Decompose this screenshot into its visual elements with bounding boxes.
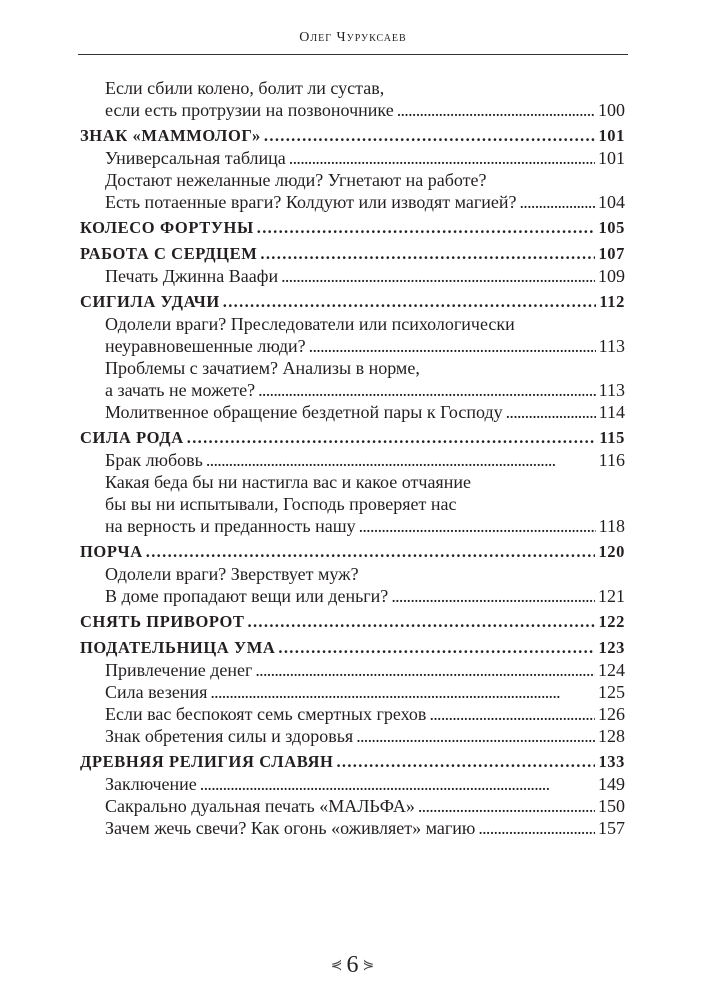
toc-line (80, 703, 625, 725)
toc-subentry (80, 725, 625, 747)
toc-line (80, 77, 625, 99)
toc-page-number: 101 (598, 148, 625, 168)
toc-entry-title: Одолели враги? Преследователи или психологически (105, 314, 515, 334)
toc-page-number: 114 (598, 402, 625, 422)
toc-entry-title: Молитвенное обращение бездетной пары к Господу (105, 402, 503, 422)
toc-section-entry (80, 611, 625, 633)
toc-line (80, 585, 625, 607)
toc-subentry (80, 449, 625, 471)
toc-line (80, 99, 625, 121)
toc-subentry (80, 659, 625, 681)
toc-entry-title: Если сбили колено, болит ли сустав, (105, 78, 385, 98)
toc-line (80, 611, 625, 633)
toc-subentry (80, 169, 625, 213)
toc-line (80, 751, 625, 773)
toc-entry-title: ДРЕВНЯЯ РЕЛИГИЯ СЛАВЯН (80, 752, 334, 771)
toc-entry-title: СИЛА РОДА (80, 428, 184, 447)
toc-page-number: 120 (598, 542, 625, 561)
toc-page-number: 107 (598, 244, 625, 263)
toc-page-number: 126 (598, 704, 625, 724)
dot-leader (397, 99, 595, 121)
dot-leader (336, 751, 595, 773)
dot-leader (257, 217, 596, 239)
dot-leader (200, 773, 595, 795)
toc-page-number: 122 (598, 612, 625, 631)
dot-leader (356, 725, 595, 747)
ornament-right-icon: ⋟ (362, 958, 375, 973)
toc-entry-title: ЗНАК «МАММОЛОГ» (80, 126, 261, 145)
dot-leader (260, 243, 595, 265)
running-header: Олег Чуруксаев (299, 30, 407, 45)
toc-line (80, 817, 625, 839)
toc-page-number: 116 (598, 450, 625, 470)
toc-page-number: 112 (599, 292, 625, 311)
toc-line (80, 169, 625, 191)
toc-entry-title: СНЯТЬ ПРИВОРОТ (80, 612, 245, 631)
dot-leader (210, 681, 595, 703)
toc-section-entry (80, 243, 625, 265)
toc-page-number: 118 (598, 516, 625, 536)
dot-leader (289, 147, 595, 169)
toc-subentry (80, 703, 625, 725)
toc-line (80, 291, 625, 313)
dot-leader (278, 637, 595, 659)
dot-leader (223, 291, 597, 313)
toc-line (80, 493, 625, 515)
page-number: 6 (346, 952, 359, 978)
toc-line (80, 335, 625, 357)
dot-leader (264, 125, 596, 147)
toc-entry-title: Есть потаенные враги? Колдуют или изводят магией? (105, 192, 517, 212)
dot-leader (255, 659, 595, 681)
toc-entry-title: Зачем жечь свечи? Как огонь «оживляет» магию (105, 818, 476, 838)
toc-line (80, 515, 625, 537)
toc-line (80, 773, 625, 795)
toc-section-entry (80, 541, 625, 563)
toc-entry-title: В доме пропадают вещи или деньги? (105, 586, 389, 606)
toc-line (80, 147, 625, 169)
toc-subentry (80, 313, 625, 357)
header-rule (78, 54, 628, 55)
toc-page-number: 113 (598, 380, 625, 400)
toc-page-number: 157 (598, 818, 625, 838)
toc-entry-title: Какая беда бы ни настигла вас и какое отчаяние (105, 472, 471, 492)
toc-page-number: 150 (598, 796, 625, 816)
toc-subentry (80, 357, 625, 401)
toc-line (80, 379, 625, 401)
toc-entry-title: Печать Джинна Ваафи (105, 266, 279, 286)
toc-entry-title: Сила везения (105, 682, 208, 702)
toc-entry-title: Брак любовь (105, 450, 203, 470)
dot-leader (146, 541, 596, 563)
toc-section-entry (80, 751, 625, 773)
dot-leader (359, 515, 596, 537)
toc-entry-title: на верность и преданность нашу (105, 516, 356, 536)
toc-line (80, 191, 625, 213)
toc-subentry (80, 77, 625, 121)
toc-entry-title: Проблемы с зачатием? Анализы в норме, (105, 358, 420, 378)
toc-line (80, 681, 625, 703)
toc-entry-title: если есть протрузии на позвоночнике (105, 100, 394, 120)
toc-page-number: 115 (599, 428, 625, 447)
toc-line (80, 471, 625, 493)
toc-line (80, 541, 625, 563)
toc-section-entry (80, 427, 625, 449)
toc-line (80, 637, 625, 659)
dot-leader (187, 427, 597, 449)
toc-entry-title: РАБОТА С СЕРДЦЕМ (80, 244, 258, 263)
toc-page-number: 121 (598, 586, 625, 606)
toc-page-number: 149 (598, 774, 625, 794)
toc-line (80, 217, 625, 239)
toc-page-number: 125 (598, 682, 625, 702)
toc-entry-title: Универсальная таблица (105, 148, 286, 168)
dot-leader (520, 191, 596, 213)
toc-page-number: 128 (598, 726, 625, 746)
toc-entry-title: СИГИЛА УДАЧИ (80, 292, 220, 311)
toc-section-entry (80, 291, 625, 313)
toc-page-number: 104 (598, 192, 625, 212)
toc-line (80, 401, 625, 423)
dot-leader (248, 611, 596, 633)
toc-page-number: 109 (598, 266, 625, 286)
toc-subentry (80, 265, 625, 287)
dot-leader (478, 817, 595, 839)
toc-section-entry (80, 125, 625, 147)
toc-entry-title: а зачать не можете? (105, 380, 256, 400)
toc-subentry (80, 563, 625, 607)
toc-entry-title: ПОДАТЕЛЬНИЦА УМА (80, 638, 276, 657)
toc-page-number: 100 (598, 100, 625, 120)
toc-entry-title: неуравновешенные люди? (105, 336, 306, 356)
toc-entry-title: Достают нежеланные люди? Угнетают на работе? (105, 170, 487, 190)
toc-entry-title: Если вас беспокоят семь смертных грехов (105, 704, 427, 724)
toc-line (80, 725, 625, 747)
toc-line (80, 243, 625, 265)
toc-entry-title: бы вы ни испытывали, Господь проверяет нас (105, 494, 457, 514)
toc-line (80, 563, 625, 585)
toc-section-entry (80, 637, 625, 659)
dot-leader (418, 795, 595, 817)
toc-subentry (80, 147, 625, 169)
toc-page-number: 101 (598, 126, 625, 145)
page-footer (0, 950, 705, 981)
toc-subentry (80, 401, 625, 423)
toc-line (80, 125, 625, 147)
toc-entry-title: ПОРЧА (80, 542, 143, 561)
toc-line (80, 313, 625, 335)
toc-line (80, 659, 625, 681)
toc-line (80, 427, 625, 449)
toc-subentry (80, 471, 625, 537)
ornament-left-icon: ⋞ (330, 958, 343, 973)
toc-line (80, 795, 625, 817)
toc-entry-title: Одолели враги? Зверствует муж? (105, 564, 359, 584)
toc-entry-title: Заключение (105, 774, 197, 794)
dot-leader (258, 379, 596, 401)
toc-subentry (80, 795, 625, 817)
toc-line (80, 357, 625, 379)
toc-entry-title: Сакрально дуальная печать «МАЛЬФА» (105, 796, 415, 816)
toc-section-entry (80, 217, 625, 239)
dot-leader (391, 585, 595, 607)
toc-page-number: 113 (598, 336, 625, 356)
toc-subentry (80, 817, 625, 839)
toc-line (80, 449, 625, 471)
toc-subentry (80, 681, 625, 703)
toc-page-number: 133 (598, 752, 625, 771)
toc-page-number: 105 (598, 218, 625, 237)
toc-entry-title: КОЛЕСО ФОРТУНЫ (80, 218, 254, 237)
toc-line (80, 265, 625, 287)
dot-leader (309, 335, 596, 357)
dot-leader (429, 703, 595, 725)
table-of-contents (80, 77, 625, 839)
dot-leader (281, 265, 595, 287)
toc-page-number: 123 (598, 638, 625, 657)
toc-entry-title: Привлечение денег (105, 660, 253, 680)
dot-leader (506, 401, 596, 423)
toc-page-number: 124 (598, 660, 625, 680)
dot-leader (206, 449, 596, 471)
toc-entry-title: Знак обретения силы и здоровья (105, 726, 354, 746)
toc-subentry (80, 773, 625, 795)
